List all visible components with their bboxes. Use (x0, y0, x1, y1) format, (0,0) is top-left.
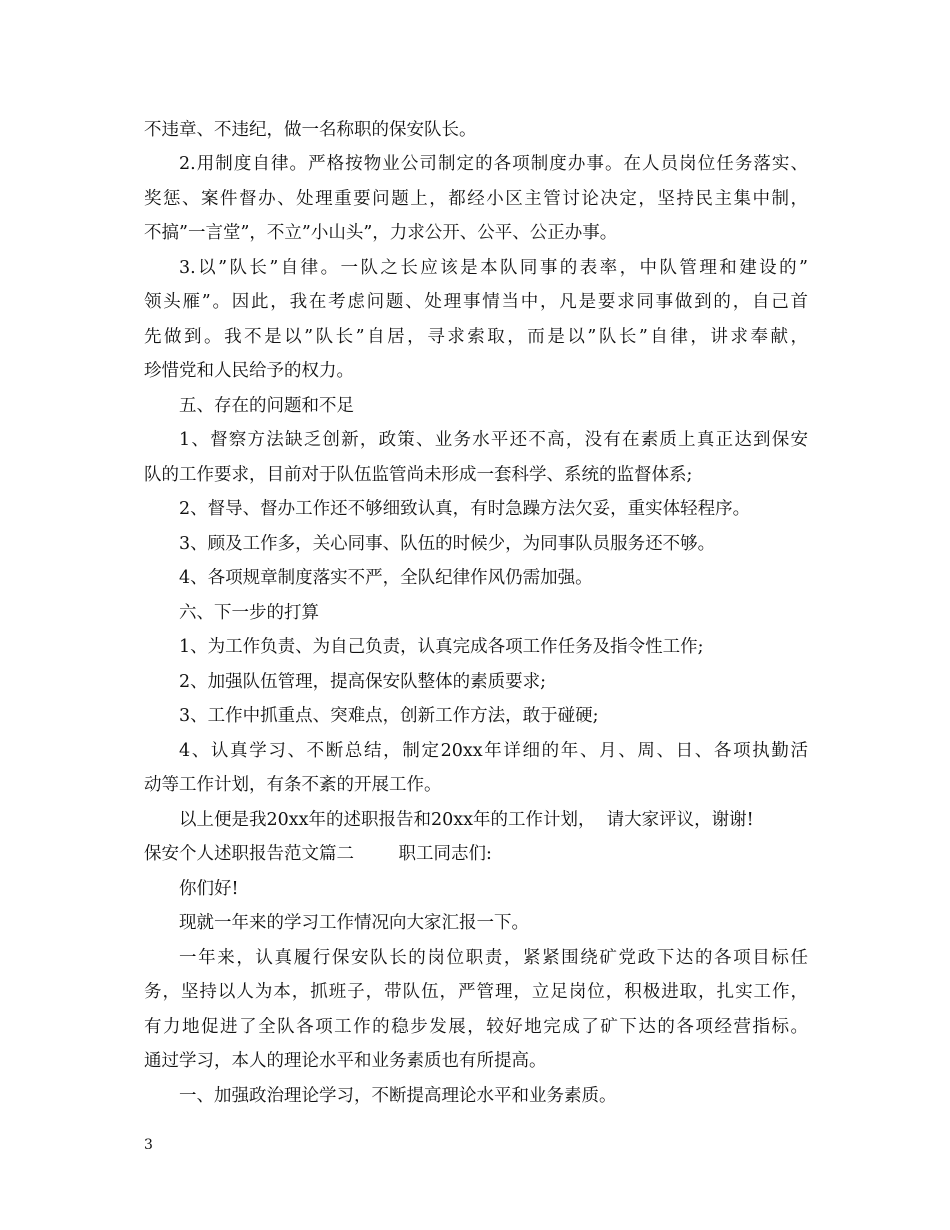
text-line: 务，坚持以人为本，抓班子，带队伍，严管理，立足岗位，积极进取，扎实工作， (144, 982, 808, 1002)
text-line: 3.以”队长”自律。一队之长应该是本队同事的表率，中队管理和建设的” (179, 258, 808, 278)
text-line: 你们好! (179, 879, 239, 899)
text-line: 4、各项规章制度落实不严，全队纪律作风仍需加强。 (179, 568, 593, 588)
text-line: 以上便是我20xx年的述职报告和20xx年的工作计划， 请大家评议，谢谢! (179, 810, 754, 830)
section-heading: 五、存在的问题和不足 (179, 396, 354, 416)
text-line: 1、督察方法缺乏创新，政策、业务水平还不高，没有在素质上真正达到保安 (179, 430, 808, 450)
text-line: 不违章、不违纪，做一名称职的保安队长。 (144, 120, 477, 140)
text-line: 奖惩、案件督办、处理重要问题上，都经小区主管讨论决定，坚持民主集中制， (144, 189, 808, 209)
section-heading: 一、加强政治理论学习，不断提高理论水平和业务素质。 (179, 1086, 617, 1106)
text-line: 领头雁”。因此，我在考虑问题、处理事情当中，凡是要求同事做到的，自己首 (144, 292, 808, 312)
text-line: 一年来，认真履行保安队长的岗位职责，紧紧围绕矿党政下达的各项目标任 (179, 948, 808, 968)
text-line: 3、顾及工作多，关心同事、队伍的时候少，为同事队员服务还不够。 (179, 534, 716, 554)
text-line: 珍惜党和人民给予的权力。 (144, 361, 354, 381)
text-line: 通过学习，本人的理论水平和业务素质也有所提高。 (144, 1051, 547, 1071)
text-line: 2、督导、督办工作还不够细致认真，有时急躁方法欠妥，重实体轻程序。 (179, 499, 751, 519)
text-line: 不搞”一言堂”，不立”小山头”，力求公开、公平、公正办事。 (144, 223, 618, 243)
text-line: 1、为工作负责、为自己负责，认真完成各项工作任务及指令性工作; (179, 637, 704, 657)
text-line: 2、加强队伍管理，提高保安队整体的素质要求; (179, 672, 547, 692)
page-number: 3 (144, 1137, 153, 1153)
text-line: 4、认真学习、不断总结，制定20xx年详细的年、月、周、日、各项执勤活 (179, 741, 808, 761)
text-line: 队的工作要求，目前对于队伍监管尚未形成一套科学、系统的监督体系; (144, 465, 693, 485)
text-line: 动等工作计划，有条不紊的开展工作。 (144, 775, 442, 795)
text-line: 现就一年来的学习工作情况向大家汇报一下。 (179, 913, 529, 933)
text-line: 2.用制度自律。严格按物业公司制定的各项制度办事。在人员岗位任务落实、 (179, 154, 808, 174)
text-line: 先做到。我不是以”队长”自居，寻求索取，而是以”队长”自律，讲求奉献， (144, 327, 808, 347)
text-line: 有力地促进了全队各项工作的稳步发展，较好地完成了矿下达的各项经营指标。 (144, 1017, 808, 1037)
text-line: 保安个人述职报告范文篇二 职工同志们: (144, 844, 492, 864)
section-heading: 六、下一步的打算 (179, 603, 319, 623)
text-line: 3、工作中抓重点、突难点，创新工作方法，敢于碰硬; (179, 706, 599, 726)
